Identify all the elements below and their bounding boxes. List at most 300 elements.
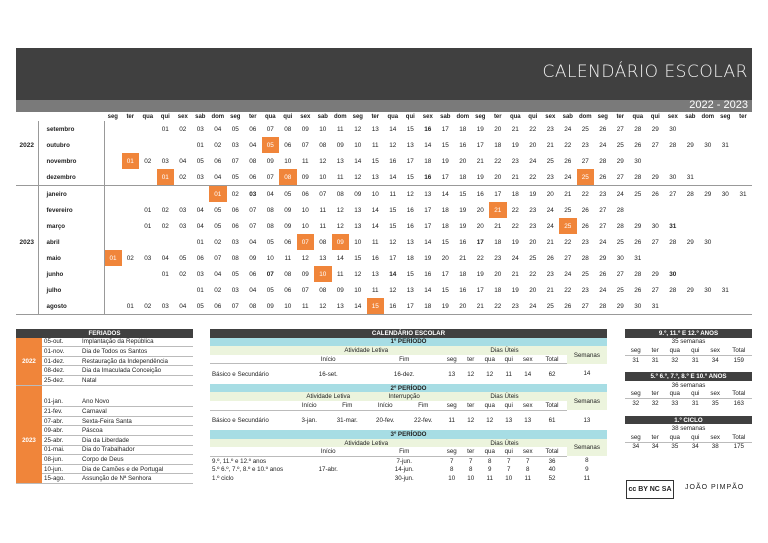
calendar-day: 09 [354, 190, 362, 198]
summary-day-count: 34 [711, 356, 719, 364]
calendar-day: 25 [616, 286, 624, 294]
start-label: Início [366, 401, 404, 410]
calendar-day: 02 [214, 238, 222, 246]
calendar-day [664, 202, 682, 218]
calendar-day: 26 [634, 141, 642, 149]
calendar-day: 06 [231, 206, 239, 214]
period-3-row [210, 466, 607, 475]
holiday-row [16, 435, 193, 445]
calendar-day: 23 [599, 190, 607, 198]
calendar-day: 15 [402, 169, 420, 186]
month-label: agosto [38, 298, 104, 315]
calendar-day: 08 [266, 222, 274, 230]
calendar-day: 07 [231, 157, 239, 165]
weekday-header: sex [545, 114, 556, 120]
day-header: seg [442, 355, 461, 364]
holiday-name: Restauração da Independência [80, 356, 193, 366]
calendar-day: 28 [669, 286, 677, 294]
calendar-day [104, 298, 122, 315]
holidays-header: FERIADOS [16, 329, 193, 338]
holiday-row [16, 338, 193, 347]
calendar-day: 30 [669, 270, 677, 278]
calendar-day: 21 [459, 254, 467, 262]
calendar-day: 01 [122, 298, 140, 315]
calendar-day: 02 [126, 254, 134, 262]
calendar-day [139, 266, 157, 282]
calendar-day: 21 [511, 270, 519, 278]
working-days-label: Dias Úteis [490, 439, 519, 447]
calendar-day: 03 [231, 141, 239, 149]
calendar-day: 02 [214, 286, 222, 294]
calendar-day: 02 [161, 222, 169, 230]
month-label: janeiro [38, 186, 104, 203]
calendar-day: 25 [577, 169, 595, 186]
day-count: 14 [524, 370, 532, 378]
calendar-month-row [16, 282, 752, 298]
calendar-month-row [16, 298, 752, 315]
calendar-day: 06 [284, 141, 292, 149]
day-count: 13 [448, 370, 456, 378]
calendar-day: 26 [599, 125, 607, 133]
calendar-day: 31 [682, 169, 700, 186]
summary-title: 9.º, 11.º E 12.º ANOS [625, 329, 752, 338]
calendar-day: 30 [704, 286, 712, 294]
calendar-day: 17 [441, 125, 449, 133]
calendar-day: 06 [244, 169, 262, 186]
calendar-day: 19 [511, 286, 519, 294]
day-count: 10 [467, 474, 475, 482]
calendar-day: 10 [284, 157, 292, 165]
calendar-day: 04 [249, 238, 257, 246]
calendar-day: 28 [634, 270, 642, 278]
calendar-day: 04 [174, 298, 192, 315]
calendar-day: 31 [634, 254, 642, 262]
calendar-day: 27 [581, 157, 589, 165]
calendar-day: 25 [529, 254, 537, 262]
calendar-day: 05 [284, 190, 292, 198]
calendar-day: 28 [616, 222, 624, 230]
summary-day-header: qui [686, 433, 705, 442]
day-count: 12 [467, 370, 475, 378]
calendar-day: 25 [581, 270, 589, 278]
calendar-day [139, 137, 157, 153]
calendar-day: 23 [581, 141, 589, 149]
end-label: Fim [328, 401, 366, 410]
calendar-day: 29 [651, 125, 659, 133]
calendar-day: 24 [599, 286, 607, 294]
calendar-day: 09 [301, 270, 309, 278]
calendar-day: 08 [231, 254, 239, 262]
weekday-header: seg [107, 114, 118, 120]
calendar-day: 01 [157, 169, 175, 186]
calendar-day: 05 [179, 254, 187, 262]
calendar-day: 29 [651, 270, 659, 278]
calendar-day: 20 [459, 157, 467, 165]
weekday-header: ter [739, 114, 747, 120]
calendar-day: 15 [389, 206, 397, 214]
calendar-day: 04 [161, 254, 169, 262]
calendar-day: 29 [704, 190, 712, 198]
working-days-label: Dias Úteis [490, 393, 519, 401]
calendar-day: 31 [721, 286, 729, 294]
calendar-day [717, 202, 735, 218]
calendar-day: 28 [669, 141, 677, 149]
calendar-day [664, 250, 682, 266]
calendar-month-row [16, 186, 752, 203]
calendar-day: 14 [354, 157, 362, 165]
weekday-header: qui [528, 114, 538, 120]
calendar-day: 21 [494, 222, 502, 230]
year-cell [16, 121, 38, 137]
calendar-day: 26 [634, 286, 642, 294]
calendar-day [734, 266, 752, 282]
summary-day-header: Total [726, 346, 752, 355]
day-header: ter [461, 447, 480, 456]
calendar-day: 19 [459, 206, 467, 214]
calendar-day: 24 [546, 206, 554, 214]
day-count: 7 [450, 457, 454, 465]
calendar-day [104, 153, 122, 169]
calendar-day: 15 [441, 286, 449, 294]
calendar-day: 30 [616, 254, 624, 262]
holiday-date: 07-abr. [42, 416, 80, 426]
weekday-header: sab [685, 114, 696, 120]
calendar-day: 20 [529, 238, 537, 246]
calendar-day: 01 [196, 238, 204, 246]
calendar-day: 16 [459, 238, 467, 246]
calendar-day: 25 [542, 298, 560, 315]
calendar-day: 02 [174, 169, 192, 186]
calendar-day: 23 [546, 125, 554, 133]
calendar-day: 24 [564, 125, 572, 133]
summary-day-count: 33 [671, 399, 679, 407]
summary-weeks: 38 semanas [671, 425, 706, 433]
total-header: Total [537, 355, 567, 364]
holidays-panel [16, 329, 193, 484]
day-total: 52 [548, 474, 556, 482]
calendar-day: 02 [179, 270, 187, 278]
calendar-day: 04 [266, 190, 274, 198]
calendar-day: 15 [441, 141, 449, 149]
holiday-row [16, 347, 193, 357]
summary-day-header: sex [705, 390, 726, 399]
calendar-day: 27 [564, 254, 572, 262]
summary-title: 1.º CICLO [625, 416, 752, 425]
month-label: novembro [38, 153, 104, 169]
summary-day-count: 34 [651, 443, 659, 451]
day-header: qui [499, 355, 518, 364]
calendar-day: 25 [616, 238, 624, 246]
calendar-day: 26 [634, 238, 642, 246]
calendar-day: 14 [424, 141, 432, 149]
calendar-day: 18 [459, 125, 467, 133]
period-3-level: 5.º 6.º, 7.º, 8.º e 10.º anos [212, 466, 284, 474]
weekday-header: qua [387, 114, 399, 120]
calendar-day: 25 [564, 206, 572, 214]
calendar-day: 03 [231, 238, 239, 246]
calendar-day: 12 [389, 286, 397, 294]
day-count: 11 [448, 416, 455, 424]
calendar-day: 08 [244, 298, 262, 315]
calendar-month-row [16, 153, 752, 169]
calendar-day: 24 [546, 222, 554, 230]
calendar-day: 14 [424, 238, 432, 246]
calendar-day [122, 282, 140, 298]
calendar-day: 17 [402, 298, 420, 315]
weekday-header: sab [317, 114, 328, 120]
calendar-day: 14 [371, 206, 379, 214]
calendar-day [699, 298, 717, 315]
weeks-count: 11 [583, 474, 591, 482]
calendar-day: 19 [529, 190, 537, 198]
calendar-day: 08 [319, 238, 327, 246]
calendar-day: 11 [332, 169, 350, 186]
calendar-day: 23 [507, 298, 525, 315]
calendar-day: 03 [192, 169, 210, 186]
calendar-day: 13 [371, 270, 379, 278]
calendar-day: 20 [489, 169, 507, 186]
calendar-day: 12 [389, 141, 397, 149]
summary-panel [625, 329, 752, 459]
calendar-day: 22 [511, 222, 519, 230]
calendar-day: 18 [406, 254, 414, 262]
calendar-day [699, 121, 717, 137]
calendar-day: 28 [629, 169, 647, 186]
calendar-day: 09 [249, 254, 257, 262]
period-1-header: 1º PERÍODO [210, 338, 607, 347]
calendar-month-row [16, 218, 752, 234]
holiday-name: Dia da Liberdade [80, 435, 193, 445]
calendar-day: 17 [437, 169, 455, 186]
calendar-day: 13 [406, 286, 414, 294]
summary-total: 159 [733, 356, 744, 364]
calendar-day: 17 [476, 286, 484, 294]
calendar-day: 30 [629, 298, 647, 315]
calendar-day: 27 [577, 298, 595, 315]
calendar-day [174, 186, 192, 203]
calendar-day: 02 [214, 141, 222, 149]
summary-day-header: ter [647, 390, 664, 399]
calendar-day: 05 [214, 206, 222, 214]
calendar-day [157, 137, 175, 153]
year-cell [16, 153, 38, 169]
calendar-day: 24 [564, 270, 572, 278]
calendar-day: 20 [494, 270, 502, 278]
calendar-day [699, 218, 717, 234]
calendar-day: 11 [284, 254, 292, 262]
calendar-day: 12 [336, 222, 344, 230]
calendar-day: 22 [564, 286, 572, 294]
start-label: Início [290, 355, 366, 364]
calendar-day: 07 [249, 222, 257, 230]
day-header: sex [518, 401, 537, 410]
calendar-day [122, 186, 140, 203]
holiday-date: 01-mai. [42, 445, 80, 455]
holiday-row [16, 426, 193, 436]
day-count: 7 [507, 466, 511, 474]
weeks-count: 8 [585, 457, 589, 465]
holiday-row [16, 398, 193, 407]
calendar-day: 14 [424, 286, 432, 294]
calendar-day [104, 218, 122, 234]
calendar-day: 09 [266, 157, 274, 165]
calendar-day: 01 [161, 270, 169, 278]
day-count: 7 [526, 457, 530, 465]
holiday-row [16, 366, 193, 376]
day-header: qua [480, 355, 499, 364]
period-2-end: 31-mar. [336, 416, 358, 424]
calendar-day: 09 [284, 206, 292, 214]
calendar-day: 11 [389, 190, 397, 198]
calendar-day: 13 [424, 190, 432, 198]
summary-day-header: qui [686, 390, 705, 399]
calendar-day: 21 [546, 286, 554, 294]
calendar-day: 29 [616, 157, 624, 165]
calendar-day: 15 [406, 270, 414, 278]
calendar-day: 24 [599, 238, 607, 246]
day-count: 8 [488, 457, 492, 465]
summary-day-header: seg [625, 433, 647, 442]
calendar-day: 21 [546, 141, 554, 149]
summary-day-header: qua [664, 390, 686, 399]
period-1-level: Básico e Secundário [212, 370, 269, 378]
weekday-header: qua [264, 114, 276, 120]
calendar-day: 11 [301, 157, 309, 165]
calendar-day: 13 [354, 222, 362, 230]
calendar-day: 30 [651, 222, 659, 230]
calendar-day: 07 [301, 141, 309, 149]
calendar-day [717, 250, 735, 266]
day-total: 40 [548, 466, 556, 474]
calendar-day: 13 [367, 169, 385, 186]
calendar-month-row [16, 169, 752, 186]
holiday-row [16, 356, 193, 366]
holiday-date: 10-jun. [42, 464, 80, 474]
calendar-day: 03 [249, 190, 257, 198]
calendar-day: 20 [546, 190, 554, 198]
calendar-day [104, 121, 122, 137]
summary-day-count: 32 [632, 399, 640, 407]
year-cell: 2023 [16, 234, 38, 250]
summary-day-count: 32 [651, 399, 659, 407]
calendar-day: 27 [612, 169, 630, 186]
summary-day-header: seg [625, 346, 647, 355]
calendar-day: 12 [354, 125, 362, 133]
calendar-day [174, 234, 192, 250]
calendar-day: 08 [284, 270, 292, 278]
calendar-day [122, 202, 140, 218]
calendar-day: 29 [634, 222, 642, 230]
holiday-date: 05-out. [42, 338, 80, 347]
calendar-day: 01 [144, 206, 152, 214]
holiday-date: 21-fev. [42, 407, 80, 417]
calendar-day: 28 [581, 254, 589, 262]
weekday-header: dom [333, 114, 347, 120]
calendar-day: 22 [581, 190, 589, 198]
day-header: ter [461, 355, 480, 364]
weeks-label: Semanas [573, 351, 600, 359]
calendar-day: 08 [249, 157, 257, 165]
calendar-day [734, 218, 752, 234]
calendar-day: 27 [651, 141, 659, 149]
calendar-day: 24 [616, 190, 624, 198]
calendar-day: 22 [494, 157, 502, 165]
calendar-day: 11 [319, 206, 327, 214]
calendar-day [104, 234, 122, 250]
calendar-day [682, 202, 700, 218]
holiday-row [16, 407, 193, 417]
weekday-header: ter [248, 114, 257, 120]
calendar-day: 22 [529, 125, 537, 133]
calendar-day: 07 [249, 206, 257, 214]
end-label: Fim [404, 401, 442, 410]
calendar-day [104, 282, 122, 298]
calendar-day [734, 121, 752, 137]
calendar-day: 16 [459, 286, 467, 294]
calendar-day: 28 [669, 238, 677, 246]
day-header: qui [499, 447, 518, 456]
summary-total: 163 [733, 399, 744, 407]
calendar-day: 12 [389, 238, 397, 246]
day-count: 11 [505, 370, 512, 378]
summary-day-header: ter [647, 433, 664, 442]
weekday-header: dom [578, 114, 592, 120]
end-label: Fim [366, 355, 442, 364]
day-total: 62 [548, 370, 556, 378]
summary-day-header: seg [625, 390, 647, 399]
summary-day-count: 31 [651, 356, 659, 364]
calendar-day: 01 [196, 286, 204, 294]
calendar-day: 27 [616, 270, 624, 278]
calendar-day [717, 266, 735, 282]
summary-day-count: 31 [691, 356, 699, 364]
calendar-day: 03 [161, 157, 169, 165]
calendar-day: 28 [616, 206, 624, 214]
summary-title: 5.º 6.º, 7.º, 8.º E 10.º ANOS [625, 372, 752, 381]
calendar-day: 18 [454, 169, 472, 186]
calendar-day: 06 [231, 222, 239, 230]
holiday-date: 08-jun. [42, 455, 80, 465]
calendar-day: 06 [284, 238, 292, 246]
calendar-day: 01 [196, 141, 204, 149]
calendar-day: 02 [179, 125, 187, 133]
calendar-day: 15 [354, 254, 362, 262]
calendar-day: 16 [384, 298, 402, 315]
calendar-day: 18 [419, 298, 437, 315]
activity-label: Atividade Letiva [306, 393, 351, 401]
holiday-date: 25-abr. [42, 435, 80, 445]
summary-day-header: sex [705, 433, 726, 442]
year-cell [16, 218, 38, 234]
calendar-day: 03 [179, 206, 187, 214]
calendar-day [104, 137, 122, 153]
calendar-day: 30 [704, 238, 712, 246]
year-cell [16, 266, 38, 282]
calendar-day: 10 [354, 141, 362, 149]
calendar-day: 21 [511, 125, 519, 133]
calendar-day [734, 153, 752, 169]
calendar-day: 10 [354, 238, 362, 246]
holiday-name: Dia de Todos os Santos [80, 347, 193, 357]
calendar-day: 07 [214, 254, 222, 262]
calendar-day: 04 [196, 206, 204, 214]
calendar-month-row [16, 137, 752, 153]
calendar-day [699, 250, 717, 266]
calendar-day: 11 [297, 298, 315, 315]
day-header: ter [461, 401, 480, 410]
calendar-day: 07 [319, 190, 327, 198]
summary-day-header: ter [647, 346, 664, 355]
